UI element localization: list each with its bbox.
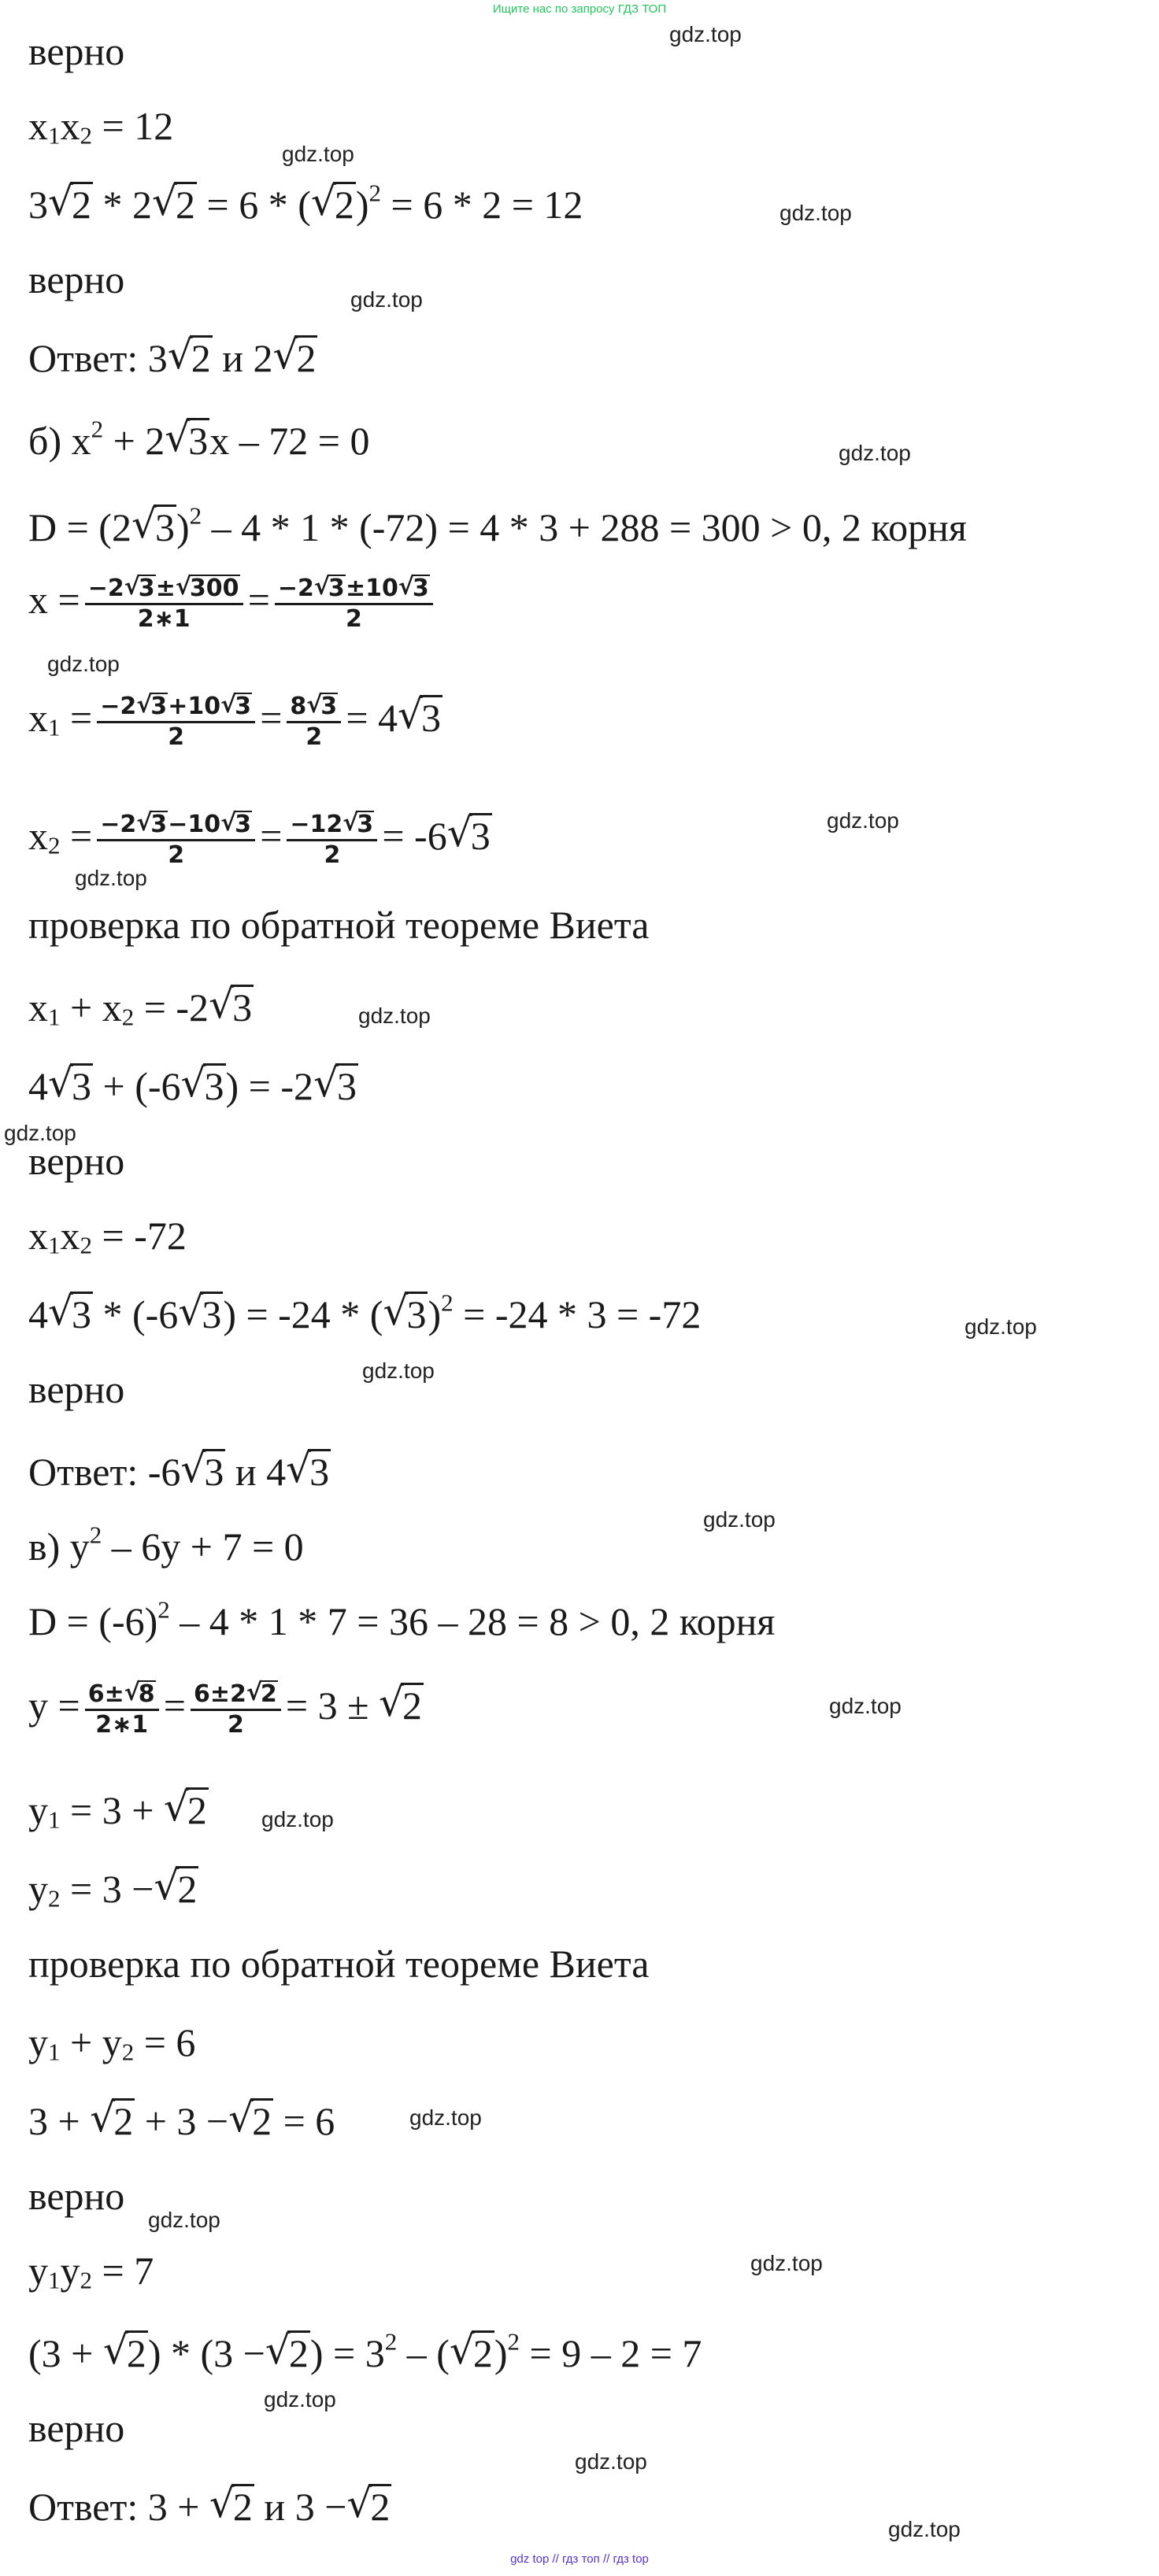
line-v-y1: $y_1 = 3$ + √ 2 [28,1784,207,1834]
watermark: gdz.top [750,2251,823,2275]
watermark: gdz.top [829,1694,902,1718]
line-proverka-v: проверка по обратной теореме Виета [28,1942,650,1986]
watermark: gdz.top [75,866,147,890]
line-b-sum: $x_1 + x_2 = -2$ √ 3 [28,981,253,1031]
watermark: gdz.top [888,2517,961,2541]
line-b-product: $x_1x_2 = -72$ [28,1214,187,1259]
watermark: gdz.top [409,2105,482,2130]
watermark: gdz.top [148,2208,220,2232]
watermark: gdz.top [261,1807,334,1831]
footer-separator: // [552,2552,559,2566]
line-b-equation: б) $x^2 + 2$ √ 3x – 72 = 0 [28,415,370,463]
line-v-roots-formula: y = 6± √ 8 2∗1 = 6±2 √ 2 2 = 3 ± √ 2 [28,1678,423,1739]
line-v-sum-check: 3 + √ 2 + 3 − √ 2 = 6 [28,2095,335,2143]
line-verno-4: верно [28,1367,125,1411]
top-banner[interactable]: Ищите нас по запросу ГДЗ ТОП [492,2,667,16]
watermark: gdz.top [575,2449,647,2474]
footer-link-gdz-top-mixed[interactable]: гдз top [613,2552,649,2566]
line-verno-2: верно [28,257,125,301]
watermark: gdz.top [350,287,423,312]
watermark: gdz.top [965,1314,1037,1339]
watermark: gdz.top [703,1507,776,1532]
footer-separator: // [602,2552,610,2566]
line-verno-5: верно [28,2174,125,2218]
line-v-y2: $y_2 = 3$ − √ 2 [28,1863,198,1913]
watermark: gdz.top [282,142,354,166]
line-v-equation: в) $y^2 - 6y + 7 = 0$ [28,1521,304,1569]
line-proverka-b: проверка по обратной теореме Виета [28,903,650,947]
watermark: gdz.top [827,808,899,833]
footer-link-gdz-top-ru[interactable]: гдз топ [562,2552,600,2566]
line-answer-a: Ответ: 3 √ 2 и 2 √ 2 [28,332,317,380]
watermark: gdz.top [47,652,120,676]
watermark: gdz.top [264,2387,336,2412]
line-b-x1: $x_1$ = −2 √ 3+10 √ 3 2 = 8 √ 3 2 = 4 √ 3 [28,690,442,751]
line-verno-3: верно [28,1139,125,1183]
line-v-product-check: (3 + √ 2) * (3 − √ $2) = 3^2$ – ( √ 2)$^2$ = 9 – 2 = 7 [28,2327,702,2375]
line-b-discriminant: D = (2 √ 3)$^2$ – 4 * 1 * (-72) = 4 * 3 + 288 = 300 > 0, 2 корня [28,501,967,549]
line-product-a: $x_1x_2 = 12$ [28,104,174,150]
line-v-discriminant: $D = (-6)^2 - 4 * 1 * 7 = 36 - 28 = 8 > 0$, 2 корня [28,1595,776,1643]
watermark: gdz.top [4,1121,76,1145]
watermark: gdz.top [779,201,852,225]
line-b-product-check: 4 √ 3 * (-6 √ 3) = -24 * ( √ 3)$^2$ = -24 * 3 = -72 [28,1288,702,1336]
line-product-a-check: 3 √ 2 * 2 √ 2 = 6 * ( √ 2)$^2$ = 6 * 2 = 12 [28,179,583,227]
footer-link-gdz-top[interactable]: gdz top [510,2552,550,2566]
line-answer-b: Ответ: -6 √ 3 и 4 √ 3 [28,1446,330,1494]
line-v-product: $y_1y_2 = 7$ [28,2249,154,2294]
watermark: gdz.top [669,22,742,46]
line-v-sum: $y_1 + y_2 = 6$ [28,2020,196,2066]
line-verno-1: верно [28,29,125,73]
line-b-x2: $x_2$ = −2 √ 3−10 √ 3 2 = −12 √ 3 2 = -6 √ 3 [28,808,491,869]
line-verno-6: верно [28,2406,125,2450]
line-b-sum-check: 4 √ 3 + (-6 √ 3) = -2 √ 3 [28,1060,357,1108]
line-b-roots-formula: x = −2 √ 3± √ 300 2∗1 = −2 √ 3±10 √ 3 2 [28,575,438,634]
line-answer-v: Ответ: 3 + √ 2 и 3 − √ 2 [28,2481,391,2529]
footer-links [0,2552,1159,2566]
watermark: gdz.top [362,1358,435,1383]
watermark: gdz.top [358,1003,431,1028]
watermark: gdz.top [839,441,911,465]
